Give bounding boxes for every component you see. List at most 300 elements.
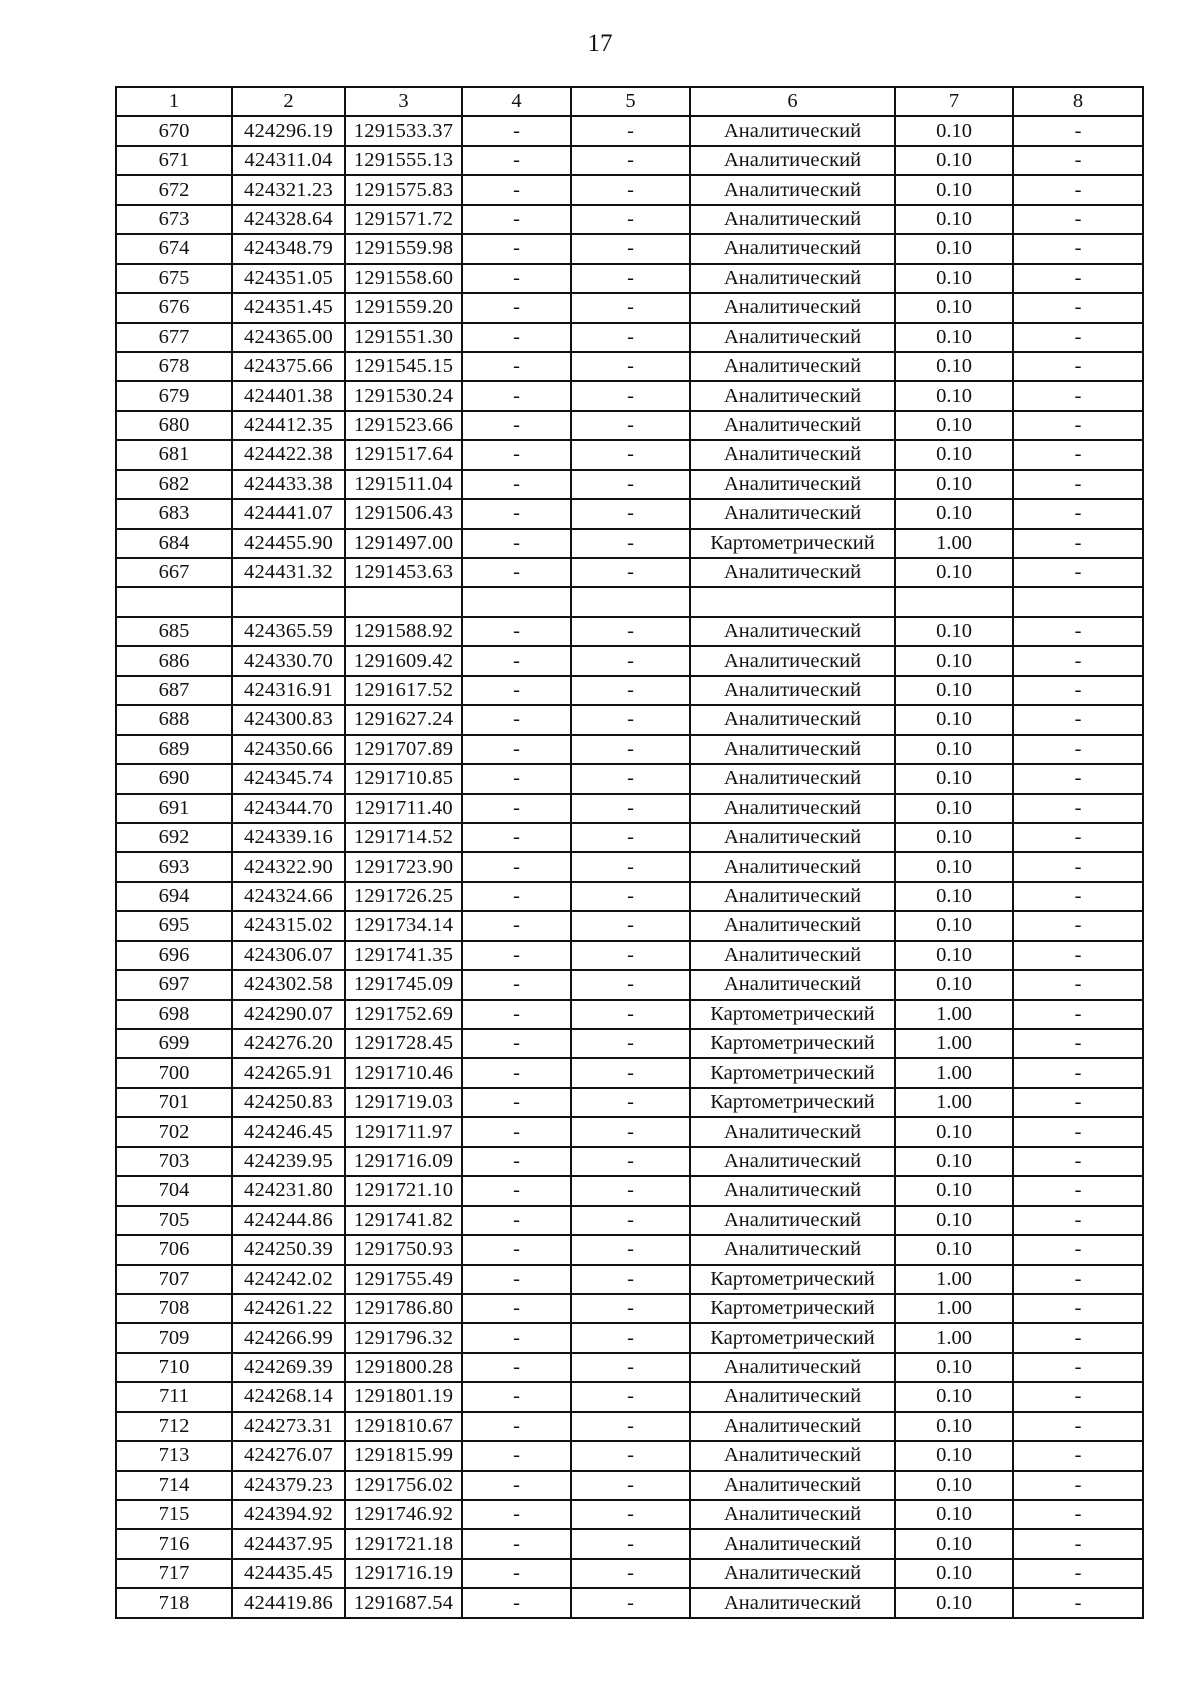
cell-y-coordinate: 1291741.35	[345, 941, 462, 970]
cell-y-coordinate: 1291559.98	[345, 234, 462, 263]
cell-precision: 0.10	[895, 1500, 1013, 1529]
cell-precision: 0.10	[895, 1559, 1013, 1588]
cell-col-8: -	[1013, 1441, 1143, 1470]
cell-y-coordinate: 1291745.09	[345, 970, 462, 999]
cell-x-coordinate: 424422.38	[232, 440, 345, 469]
cell-method: Картометрический	[690, 529, 895, 558]
cell-col-8: -	[1013, 882, 1143, 911]
cell-col-4: -	[462, 411, 571, 440]
table-row	[116, 1412, 1143, 1441]
cell-col-4: -	[462, 882, 571, 911]
cell-x-coordinate: 424435.45	[232, 1559, 345, 1588]
cell-col-5: -	[571, 676, 690, 705]
coordinates-table	[115, 86, 1144, 1619]
cell-x-coordinate: 424242.02	[232, 1265, 345, 1294]
cell-col-5: -	[571, 1382, 690, 1411]
cell-col-5: -	[571, 558, 690, 587]
cell-precision: 0.10	[895, 911, 1013, 940]
cell-y-coordinate: 1291497.00	[345, 529, 462, 558]
cell-col-8	[1013, 587, 1143, 616]
table-row	[116, 587, 1143, 616]
cell-col-4: -	[462, 1029, 571, 1058]
cell-point-number: 703	[116, 1147, 232, 1176]
cell-method: Аналитический	[690, 1147, 895, 1176]
cell-y-coordinate: 1291551.30	[345, 323, 462, 352]
cell-col-8: -	[1013, 1088, 1143, 1117]
table-row	[116, 1088, 1143, 1117]
cell-point-number: 683	[116, 499, 232, 528]
cell-x-coordinate: 424433.38	[232, 470, 345, 499]
cell-col-8: -	[1013, 1235, 1143, 1264]
table-row	[116, 529, 1143, 558]
column-header-6: 6	[690, 87, 895, 116]
cell-x-coordinate: 424266.99	[232, 1323, 345, 1352]
cell-col-4: -	[462, 499, 571, 528]
cell-x-coordinate: 424250.83	[232, 1088, 345, 1117]
cell-col-5: -	[571, 293, 690, 322]
cell-point-number: 695	[116, 911, 232, 940]
cell-col-5: -	[571, 116, 690, 145]
cell-col-5	[571, 587, 690, 616]
cell-precision: 1.00	[895, 529, 1013, 558]
cell-col-5: -	[571, 1000, 690, 1029]
cell-x-coordinate: 424401.38	[232, 381, 345, 410]
header-row	[116, 87, 1143, 116]
cell-method: Аналитический	[690, 735, 895, 764]
cell-point-number: 676	[116, 293, 232, 322]
cell-col-5: -	[571, 1147, 690, 1176]
cell-method: Аналитический	[690, 264, 895, 293]
cell-col-8: -	[1013, 1147, 1143, 1176]
table-row	[116, 1265, 1143, 1294]
cell-col-5: -	[571, 1500, 690, 1529]
cell-method: Аналитический	[690, 293, 895, 322]
cell-y-coordinate: 1291734.14	[345, 911, 462, 940]
cell-col-8: -	[1013, 646, 1143, 675]
cell-method: Аналитический	[690, 440, 895, 469]
cell-col-8: -	[1013, 794, 1143, 823]
cell-point-number: 711	[116, 1382, 232, 1411]
table-row	[116, 1529, 1143, 1558]
cell-col-4: -	[462, 1382, 571, 1411]
cell-method: Аналитический	[690, 205, 895, 234]
cell-x-coordinate: 424412.35	[232, 411, 345, 440]
cell-method: Аналитический	[690, 1559, 895, 1588]
cell-method: Аналитический	[690, 970, 895, 999]
cell-y-coordinate: 1291545.15	[345, 352, 462, 381]
cell-precision: 1.00	[895, 1323, 1013, 1352]
cell-precision: 0.10	[895, 411, 1013, 440]
cell-col-5: -	[571, 352, 690, 381]
cell-col-8: -	[1013, 1294, 1143, 1323]
cell-col-5: -	[571, 970, 690, 999]
cell-method: Аналитический	[690, 1353, 895, 1382]
table-row	[116, 264, 1143, 293]
cell-precision: 0.10	[895, 264, 1013, 293]
cell-col-5: -	[571, 1265, 690, 1294]
cell-col-4: -	[462, 1265, 571, 1294]
cell-col-5: -	[571, 852, 690, 881]
cell-col-8: -	[1013, 1323, 1143, 1352]
cell-x-coordinate: 424330.70	[232, 646, 345, 675]
cell-precision: 0.10	[895, 116, 1013, 145]
cell-x-coordinate: 424276.07	[232, 1441, 345, 1470]
cell-col-5: -	[571, 529, 690, 558]
cell-point-number: 675	[116, 264, 232, 293]
cell-method: Аналитический	[690, 852, 895, 881]
cell-col-8: -	[1013, 705, 1143, 734]
column-header-3: 3	[345, 87, 462, 116]
cell-col-5: -	[571, 411, 690, 440]
cell-method: Аналитический	[690, 1206, 895, 1235]
cell-col-4: -	[462, 470, 571, 499]
cell-method: Аналитический	[690, 1117, 895, 1146]
table-row	[116, 1500, 1143, 1529]
cell-precision: 0.10	[895, 735, 1013, 764]
column-header-4: 4	[462, 87, 571, 116]
cell-col-5: -	[571, 1529, 690, 1558]
table-row	[116, 1382, 1143, 1411]
cell-col-8: -	[1013, 499, 1143, 528]
cell-col-5: -	[571, 911, 690, 940]
table-row	[116, 1235, 1143, 1264]
cell-col-8: -	[1013, 205, 1143, 234]
cell-col-8: -	[1013, 1058, 1143, 1087]
cell-precision: 0.10	[895, 794, 1013, 823]
cell-precision: 0.10	[895, 1206, 1013, 1235]
table-row	[116, 1471, 1143, 1500]
cell-point-number: 715	[116, 1500, 232, 1529]
cell-col-4: -	[462, 617, 571, 646]
cell-col-8: -	[1013, 116, 1143, 145]
cell-y-coordinate: 1291506.43	[345, 499, 462, 528]
cell-y-coordinate: 1291571.72	[345, 205, 462, 234]
cell-point-number: 701	[116, 1088, 232, 1117]
cell-method: Аналитический	[690, 941, 895, 970]
cell-col-8: -	[1013, 323, 1143, 352]
cell-point-number: 714	[116, 1471, 232, 1500]
cell-precision: 0.10	[895, 175, 1013, 204]
cell-point-number: 687	[116, 676, 232, 705]
cell-precision: 0.10	[895, 1412, 1013, 1441]
cell-col-4: -	[462, 352, 571, 381]
cell-x-coordinate: 424339.16	[232, 823, 345, 852]
cell-y-coordinate: 1291714.52	[345, 823, 462, 852]
cell-point-number: 671	[116, 146, 232, 175]
cell-col-4: -	[462, 735, 571, 764]
cell-precision: 0.10	[895, 352, 1013, 381]
cell-method: Аналитический	[690, 1441, 895, 1470]
cell-method: Аналитический	[690, 882, 895, 911]
table-row	[116, 411, 1143, 440]
cell-precision: 0.10	[895, 646, 1013, 675]
cell-precision: 0.10	[895, 764, 1013, 793]
cell-y-coordinate: 1291746.92	[345, 1500, 462, 1529]
cell-point-number: 692	[116, 823, 232, 852]
cell-method: Аналитический	[690, 558, 895, 587]
cell-point-number: 718	[116, 1588, 232, 1617]
cell-col-8: -	[1013, 676, 1143, 705]
cell-col-5: -	[571, 617, 690, 646]
cell-y-coordinate: 1291726.25	[345, 882, 462, 911]
cell-precision: 0.10	[895, 440, 1013, 469]
cell-col-8: -	[1013, 941, 1143, 970]
cell-col-5: -	[571, 1117, 690, 1146]
cell-col-8: -	[1013, 1382, 1143, 1411]
cell-precision: 1.00	[895, 1294, 1013, 1323]
cell-col-5: -	[571, 1471, 690, 1500]
cell-y-coordinate: 1291719.03	[345, 1088, 462, 1117]
cell-point-number: 704	[116, 1176, 232, 1205]
cell-y-coordinate: 1291711.40	[345, 794, 462, 823]
cell-method: Аналитический	[690, 705, 895, 734]
cell-method: Аналитический	[690, 911, 895, 940]
cell-method: Картометрический	[690, 1323, 895, 1352]
cell-col-8: -	[1013, 1206, 1143, 1235]
cell-x-coordinate: 424231.80	[232, 1176, 345, 1205]
cell-col-4: -	[462, 1559, 571, 1588]
cell-col-5: -	[571, 440, 690, 469]
column-header-1: 1	[116, 87, 232, 116]
cell-point-number: 694	[116, 882, 232, 911]
cell-precision: 0.10	[895, 882, 1013, 911]
cell-method: Картометрический	[690, 1058, 895, 1087]
cell-col-4: -	[462, 1588, 571, 1617]
cell-x-coordinate: 424345.74	[232, 764, 345, 793]
cell-y-coordinate: 1291786.80	[345, 1294, 462, 1323]
cell-x-coordinate: 424290.07	[232, 1000, 345, 1029]
cell-col-4: -	[462, 1000, 571, 1029]
table-row	[116, 764, 1143, 793]
column-header-2: 2	[232, 87, 345, 116]
column-header-5: 5	[571, 87, 690, 116]
cell-point-number: 667	[116, 558, 232, 587]
cell-x-coordinate: 424324.66	[232, 882, 345, 911]
cell-col-4: -	[462, 1323, 571, 1352]
cell-col-8: -	[1013, 1588, 1143, 1617]
table-row	[116, 381, 1143, 410]
cell-col-8: -	[1013, 911, 1143, 940]
cell-precision: 1.00	[895, 1088, 1013, 1117]
cell-col-8: -	[1013, 1412, 1143, 1441]
cell-y-coordinate: 1291575.83	[345, 175, 462, 204]
cell-col-8: -	[1013, 1559, 1143, 1588]
table-row	[116, 116, 1143, 145]
cell-col-5: -	[571, 735, 690, 764]
table-row	[116, 794, 1143, 823]
cell-method: Картометрический	[690, 1294, 895, 1323]
page-number: 17	[587, 30, 613, 57]
cell-y-coordinate: 1291716.09	[345, 1147, 462, 1176]
cell-precision: 0.10	[895, 234, 1013, 263]
cell-x-coordinate: 424344.70	[232, 794, 345, 823]
cell-y-coordinate: 1291710.85	[345, 764, 462, 793]
cell-y-coordinate: 1291752.69	[345, 1000, 462, 1029]
cell-y-coordinate: 1291687.54	[345, 1588, 462, 1617]
cell-method: Аналитический	[690, 1412, 895, 1441]
table-row	[116, 911, 1143, 940]
cell-point-number: 707	[116, 1265, 232, 1294]
cell-col-5: -	[571, 941, 690, 970]
cell-y-coordinate: 1291627.24	[345, 705, 462, 734]
cell-x-coordinate: 424265.91	[232, 1058, 345, 1087]
cell-method: Аналитический	[690, 1235, 895, 1264]
cell-precision: 0.10	[895, 470, 1013, 499]
cell-precision: 0.10	[895, 970, 1013, 999]
cell-col-4: -	[462, 264, 571, 293]
cell-y-coordinate	[345, 587, 462, 616]
cell-col-8: -	[1013, 1471, 1143, 1500]
cell-x-coordinate: 424375.66	[232, 352, 345, 381]
cell-point-number: 700	[116, 1058, 232, 1087]
cell-col-8: -	[1013, 1029, 1143, 1058]
cell-precision: 1.00	[895, 1265, 1013, 1294]
cell-method: Аналитический	[690, 234, 895, 263]
cell-col-8: -	[1013, 1000, 1143, 1029]
cell-x-coordinate: 424379.23	[232, 1471, 345, 1500]
cell-col-5: -	[571, 1029, 690, 1058]
cell-col-5: -	[571, 1088, 690, 1117]
cell-x-coordinate: 424244.86	[232, 1206, 345, 1235]
cell-y-coordinate: 1291559.20	[345, 293, 462, 322]
cell-point-number: 681	[116, 440, 232, 469]
table-row	[116, 440, 1143, 469]
cell-col-8: -	[1013, 470, 1143, 499]
cell-point-number: 674	[116, 234, 232, 263]
cell-precision: 0.10	[895, 823, 1013, 852]
cell-x-coordinate: 424300.83	[232, 705, 345, 734]
cell-point-number: 673	[116, 205, 232, 234]
cell-point-number: 672	[116, 175, 232, 204]
cell-x-coordinate: 424365.59	[232, 617, 345, 646]
cell-col-4: -	[462, 676, 571, 705]
cell-col-8: -	[1013, 146, 1143, 175]
cell-x-coordinate: 424316.91	[232, 676, 345, 705]
cell-col-4: -	[462, 205, 571, 234]
cell-col-4: -	[462, 823, 571, 852]
cell-point-number: 708	[116, 1294, 232, 1323]
cell-col-5: -	[571, 146, 690, 175]
cell-precision: 0.10	[895, 499, 1013, 528]
cell-point-number: 712	[116, 1412, 232, 1441]
cell-x-coordinate: 424273.31	[232, 1412, 345, 1441]
table-row	[116, 1029, 1143, 1058]
cell-col-4: -	[462, 970, 571, 999]
cell-col-8: -	[1013, 293, 1143, 322]
cell-x-coordinate: 424348.79	[232, 234, 345, 263]
cell-x-coordinate: 424328.64	[232, 205, 345, 234]
cell-col-5: -	[571, 1058, 690, 1087]
cell-y-coordinate: 1291755.49	[345, 1265, 462, 1294]
cell-col-4: -	[462, 381, 571, 410]
cell-x-coordinate: 424261.22	[232, 1294, 345, 1323]
cell-y-coordinate: 1291707.89	[345, 735, 462, 764]
cell-x-coordinate: 424306.07	[232, 941, 345, 970]
cell-col-4: -	[462, 1058, 571, 1087]
cell-method: Аналитический	[690, 381, 895, 410]
cell-x-coordinate: 424296.19	[232, 116, 345, 145]
table-row	[116, 323, 1143, 352]
cell-col-5: -	[571, 1353, 690, 1382]
table-row	[116, 293, 1143, 322]
cell-x-coordinate: 424239.95	[232, 1147, 345, 1176]
cell-precision: 0.10	[895, 381, 1013, 410]
cell-col-4: -	[462, 1088, 571, 1117]
cell-method: Аналитический	[690, 794, 895, 823]
cell-point-number: 688	[116, 705, 232, 734]
cell-y-coordinate: 1291453.63	[345, 558, 462, 587]
cell-col-4: -	[462, 1353, 571, 1382]
cell-col-8: -	[1013, 440, 1143, 469]
table-row	[116, 234, 1143, 263]
table-row	[116, 1294, 1143, 1323]
cell-method: Аналитический	[690, 146, 895, 175]
cell-col-4: -	[462, 146, 571, 175]
cell-x-coordinate: 424351.45	[232, 293, 345, 322]
cell-precision: 1.00	[895, 1029, 1013, 1058]
table-row	[116, 1117, 1143, 1146]
cell-precision: 0.10	[895, 1117, 1013, 1146]
cell-method: Аналитический	[690, 1176, 895, 1205]
cell-y-coordinate: 1291588.92	[345, 617, 462, 646]
cell-point-number: 713	[116, 1441, 232, 1470]
cell-col-8: -	[1013, 1529, 1143, 1558]
table-row	[116, 1588, 1143, 1617]
table-row	[116, 558, 1143, 587]
cell-method: Аналитический	[690, 1529, 895, 1558]
cell-col-4: -	[462, 175, 571, 204]
cell-col-4: -	[462, 1206, 571, 1235]
table-row	[116, 205, 1143, 234]
cell-col-4: -	[462, 529, 571, 558]
cell-method: Аналитический	[690, 646, 895, 675]
cell-col-5: -	[571, 175, 690, 204]
cell-precision: 0.10	[895, 293, 1013, 322]
cell-y-coordinate: 1291517.64	[345, 440, 462, 469]
cell-col-4: -	[462, 558, 571, 587]
table-row	[116, 941, 1143, 970]
cell-y-coordinate: 1291710.46	[345, 1058, 462, 1087]
cell-point-number: 717	[116, 1559, 232, 1588]
cell-x-coordinate: 424302.58	[232, 970, 345, 999]
table-row	[116, 823, 1143, 852]
cell-y-coordinate: 1291530.24	[345, 381, 462, 410]
cell-precision: 1.00	[895, 1058, 1013, 1087]
table-row	[116, 1176, 1143, 1205]
cell-col-4: -	[462, 323, 571, 352]
cell-point-number: 706	[116, 1235, 232, 1264]
cell-method: Аналитический	[690, 1382, 895, 1411]
table-body	[116, 116, 1143, 1617]
cell-col-4: -	[462, 1235, 571, 1264]
cell-method: Картометрический	[690, 1000, 895, 1029]
cell-col-8: -	[1013, 529, 1143, 558]
cell-col-4: -	[462, 440, 571, 469]
cell-method: Аналитический	[690, 175, 895, 204]
cell-method: Аналитический	[690, 1471, 895, 1500]
cell-precision	[895, 587, 1013, 616]
table-row	[116, 470, 1143, 499]
cell-y-coordinate: 1291555.13	[345, 146, 462, 175]
cell-col-8: -	[1013, 1353, 1143, 1382]
cell-x-coordinate: 424351.05	[232, 264, 345, 293]
cell-x-coordinate: 424276.20	[232, 1029, 345, 1058]
cell-col-5: -	[571, 234, 690, 263]
cell-x-coordinate: 424246.45	[232, 1117, 345, 1146]
cell-x-coordinate: 424269.39	[232, 1353, 345, 1382]
cell-x-coordinate: 424321.23	[232, 175, 345, 204]
cell-precision: 0.10	[895, 323, 1013, 352]
